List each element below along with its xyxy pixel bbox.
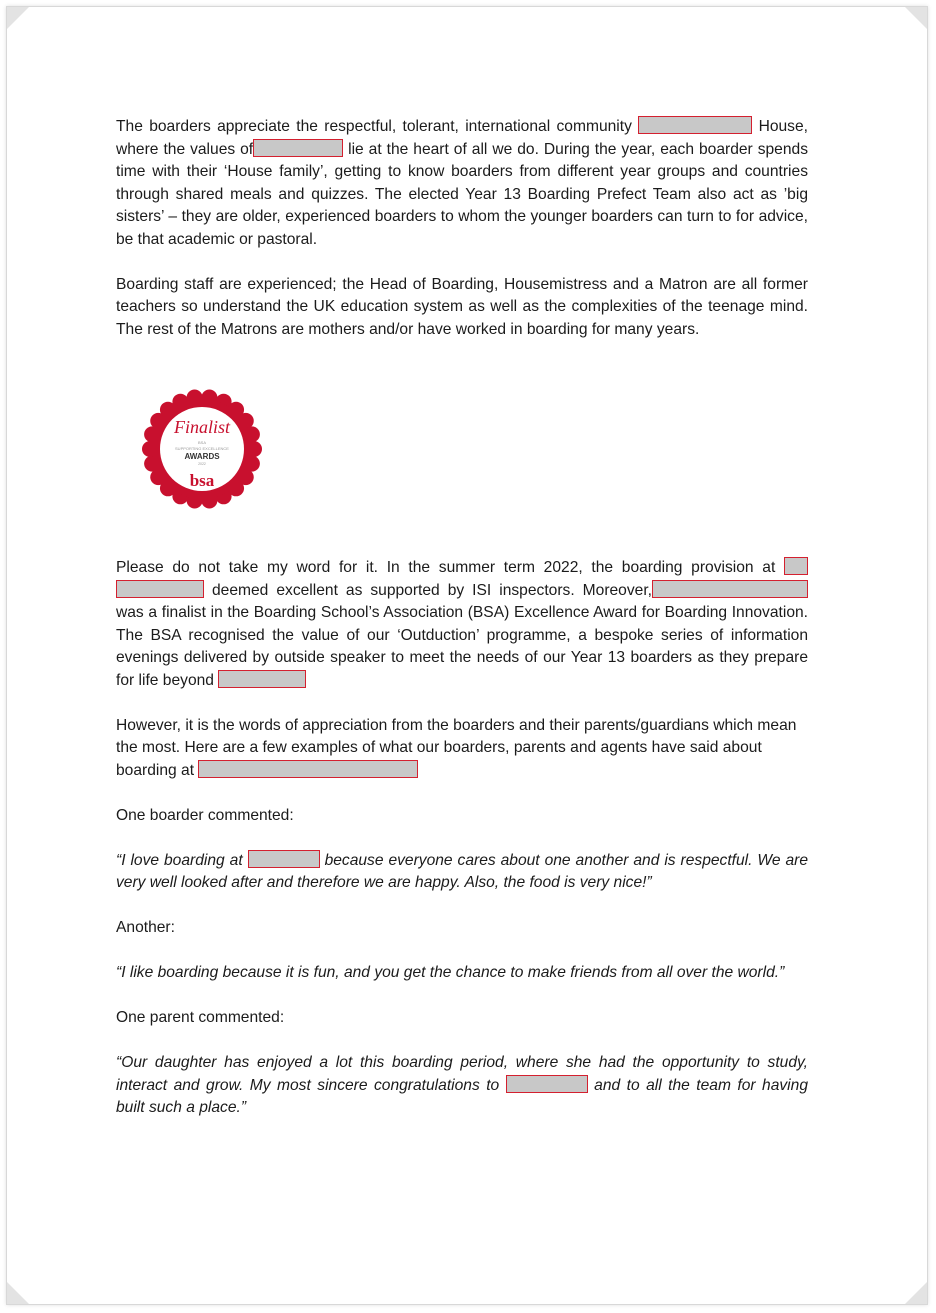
text-run: Please do not take my word for it. In the summer term 2022, the boarding provision at — [116, 559, 776, 576]
redaction-box — [638, 116, 752, 134]
redaction-box — [784, 557, 808, 575]
page-corner-fold — [905, 1282, 927, 1304]
redaction-box — [652, 580, 808, 598]
text-run: The boarders appreciate the respectful, tolerant, international community — [116, 118, 632, 135]
badge-title: Finalist — [173, 417, 231, 437]
page-corner-fold — [905, 7, 927, 29]
text-run: deemed excellent as supported by ISI inspectors. Moreover, — [212, 581, 652, 599]
boarder-quote — [116, 850, 808, 895]
text-run: “Our daughter has enjoyed a lot this boarding period, where she had the opportunity to study, interact and grow. My most sincere congratulations to — [116, 1054, 808, 1094]
page-corner-fold — [7, 1282, 29, 1304]
paragraph-staff: Boarding staff are experienced; the Head of Boarding, Housemistress and a Matron are all former teachers so understand the UK education system as well as the complexities of the teenage mind. The rest of the Matrons are mothers and/or have worked in boarding for many years. — [116, 275, 808, 338]
page-corner-fold — [7, 7, 29, 29]
paragraph-another-label: Another: — [116, 919, 175, 936]
paragraph-community — [116, 116, 808, 251]
redaction-box — [506, 1075, 588, 1093]
redaction-box — [116, 580, 204, 598]
badge-awards: AWARDS — [184, 452, 220, 461]
redaction-box — [248, 850, 320, 868]
badge-year: 2022 — [198, 462, 206, 466]
paragraph-inspection — [116, 557, 808, 692]
text-run: “I love boarding at — [116, 851, 243, 869]
redaction-box — [253, 139, 343, 157]
paragraph-appreciation — [116, 715, 808, 783]
bsa-finalist-badge — [140, 387, 264, 511]
badge-line: BSA — [197, 440, 207, 445]
paragraph-parent-label: One parent commented: — [116, 1009, 285, 1026]
bsa-logo: bsa — [189, 471, 215, 490]
text-run: However, it is the words of appreciation from the boarders and their parents/guardians which mean the most. Here are a few examples of what our boarders, parents and agents have said about boarding at — [116, 716, 797, 779]
text-run: because everyone cares about one another and is respectful. We are very well looked after and therefore we are happy. Also, the food is very nice!” — [116, 851, 808, 891]
finalist-seal-icon — [140, 387, 264, 511]
document-body — [116, 116, 808, 1142]
text-run: House, where the values of — [116, 118, 808, 158]
redaction-box — [218, 670, 306, 688]
text-run: and to all the team for having built such a place.” — [116, 1076, 808, 1116]
another-quote: “I like boarding because it is fun, and you get the chance to make friends from all over the world.” — [116, 964, 785, 981]
redaction-box — [198, 760, 418, 778]
paragraph-boarder-label: One boarder commented: — [116, 806, 294, 824]
parent-quote — [116, 1052, 808, 1120]
text-run: was a finalist in the Boarding School’s Association (BSA) Excellence Award for Boarding Innovation. The BSA recognised the value of our ‘Outduction’ programme, a bespoke series of information evenings delivered by outside speaker to meet the needs of our Year 13 boarders as they prepare for life beyond — [116, 604, 808, 689]
badge-line: SUPPORTING EXCELLENCE — [175, 446, 229, 451]
text-run: lie at the heart of all we do. During the year, each boarder spends time with their ‘House family’, getting to know boarders from different year groups and countries through shared meals and quizzes. The elected Year 13 Boarding Prefect Team also act as ’big sisters’ – they are older, experienced boarders to whom the younger boarders can turn to for advice, be that academic or pastoral. — [116, 140, 808, 248]
